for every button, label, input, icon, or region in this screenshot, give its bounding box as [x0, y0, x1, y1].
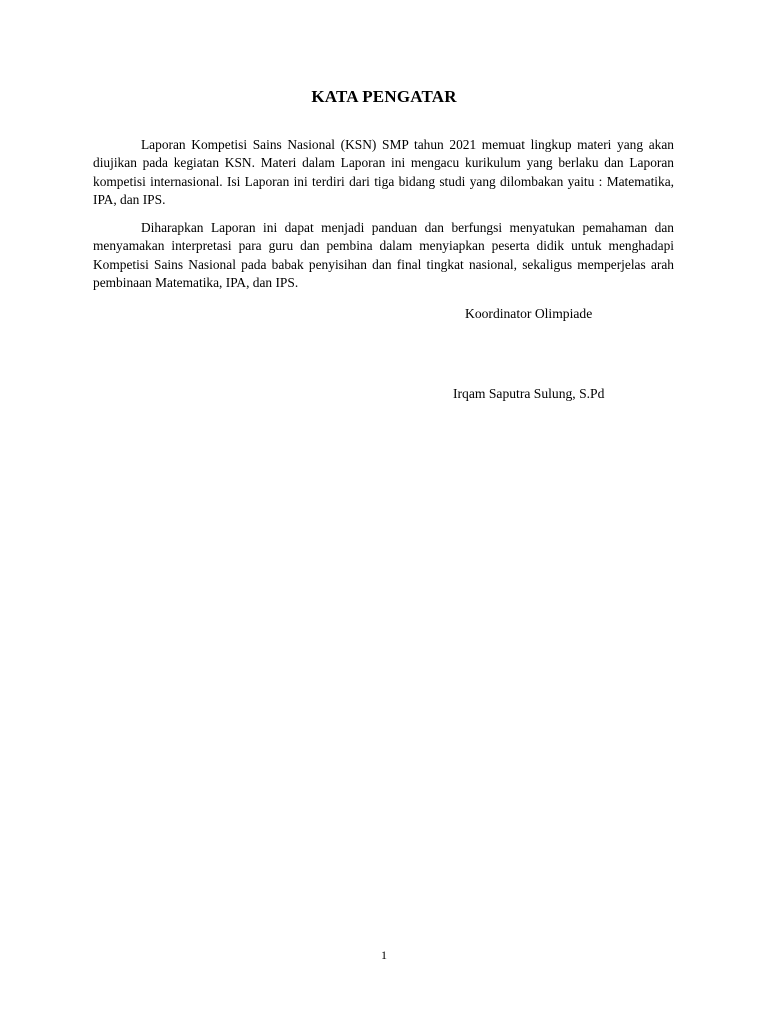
page-number: 1 — [381, 948, 387, 962]
body-text — [93, 136, 674, 302]
signature-name: Irqam Saputra Sulung, S.Pd — [453, 386, 605, 401]
signature-role: Koordinator Olimpiade — [465, 306, 593, 321]
paragraph-2: Diharapkan Laporan ini dapat menjadi panduan dan berfungsi menyatukan pemahaman dan menyamakan interpretasi para guru dan pembina dalam menyiapkan peserta didik untuk menghadapi Kompetisi Sains Nasional pada babak penyisihan dan final tingkat nasional, sekaligus memperjelas arah pembinaan Matematika, IPA, dan IPS. — [93, 220, 674, 291]
page-title: KATA PENGATAR — [311, 87, 457, 106]
paragraph-1: Laporan Kompetisi Sains Nasional (KSN) SMP tahun 2021 memuat lingkup materi yang akan diujikan pada kegiatan KSN. Materi dalam Laporan ini mengacu kurikulum yang berlaku dan Laporan kompetisi internasional. Isi Laporan ini terdiri dari tiga bidang studi yang dilombakan yaitu : Matematika, IPA, dan IPS. — [93, 137, 674, 207]
